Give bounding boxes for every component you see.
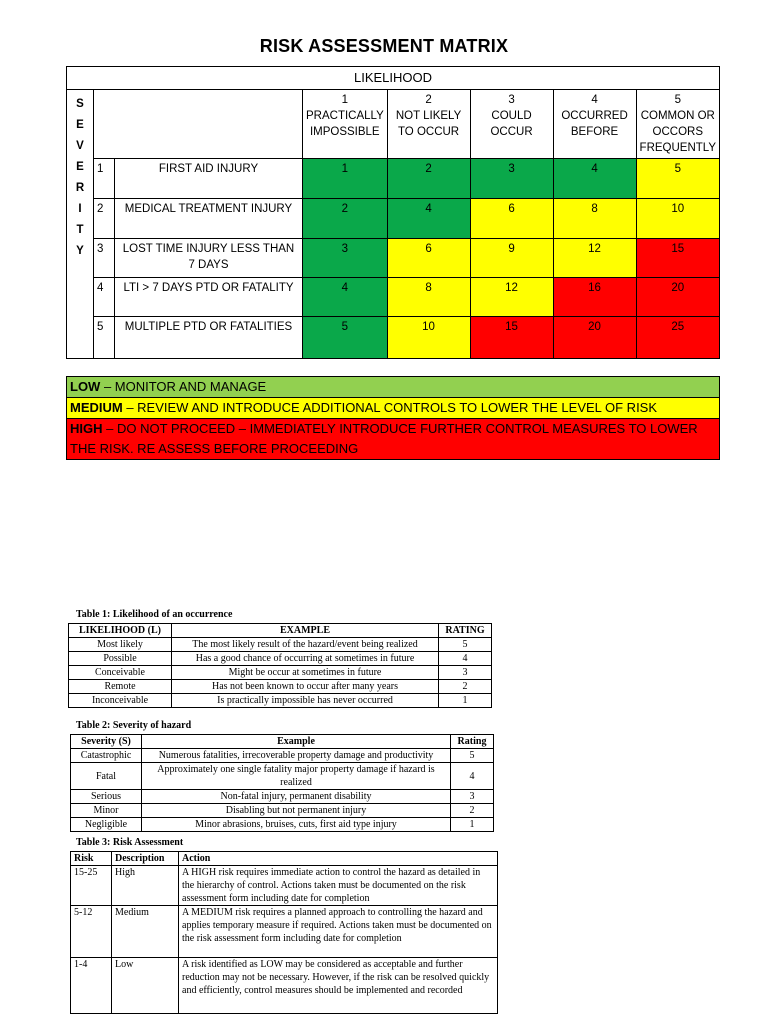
cell: Possible — [69, 652, 172, 666]
matrix-cell: 25 — [636, 317, 719, 359]
legend-medium: MEDIUM – REVIEW AND INTRODUCE ADDITIONAL CONTROLS TO LOWER THE LEVEL OF RISK — [67, 398, 720, 419]
table-row — [69, 638, 492, 652]
matrix-cell: 8 — [387, 278, 470, 317]
matrix-cell: 20 — [553, 317, 636, 359]
table-row — [71, 906, 498, 958]
table1-header: RATING — [439, 624, 492, 638]
matrix-cell: 2 — [387, 159, 470, 199]
document-title: RISK ASSESSMENT MATRIX — [259, 36, 509, 56]
table-row — [71, 790, 494, 804]
matrix-cell: 4 — [387, 199, 470, 239]
table1-header: LIKELIHOOD (L) — [69, 624, 172, 638]
matrix-cell: 2 — [303, 199, 388, 239]
matrix-cell: 10 — [636, 199, 719, 239]
matrix-cell: 16 — [553, 278, 636, 317]
table3 — [70, 851, 498, 1014]
table2-header: Rating — [451, 735, 494, 749]
table-row — [69, 666, 492, 680]
table-row — [71, 958, 498, 1014]
risk-matrix — [66, 66, 720, 359]
matrix-cell: 3 — [303, 239, 388, 278]
cell: A MEDIUM risk requires a planned approach to controlling the hazard and applies temporary measure if required. Actions taken must be documented on the risk assessment form including date for completion — [179, 906, 498, 958]
cell: High — [112, 866, 179, 906]
table3-header: Description — [112, 852, 179, 866]
cell: Minor — [71, 804, 142, 818]
matrix-cell: 15 — [636, 239, 719, 278]
cell: Remote — [69, 680, 172, 694]
severity-num-3: 3 — [94, 239, 115, 278]
cell: 2 — [451, 804, 494, 818]
severity-label-5: MULTIPLE PTD OR FATALITIES — [115, 317, 303, 359]
matrix-cell: 3 — [470, 159, 553, 199]
matrix-cell: 5 — [303, 317, 388, 359]
risk-legend — [66, 376, 720, 460]
cell: 3 — [451, 790, 494, 804]
table1-caption: Table 1: Likelihood of an occurrence — [76, 609, 233, 620]
table-row — [71, 763, 494, 790]
cell: The most likely result of the hazard/event being realized — [172, 638, 439, 652]
severity-label-2: MEDICAL TREATMENT INJURY — [115, 199, 303, 239]
cell: 1 — [439, 694, 492, 708]
cell: Catastrophic — [71, 749, 142, 763]
severity-num-5: 5 — [94, 317, 115, 359]
likelihood-col-1: 1 PRACTICALLY IMPOSSIBLE — [303, 90, 388, 159]
matrix-cell: 20 — [636, 278, 719, 317]
likelihood-col-5: 5 COMMON OR OCCORS FREQUENTLY — [636, 90, 719, 159]
cell: Serious — [71, 790, 142, 804]
cell: Approximately one single fatality major property damage if hazard is realized — [142, 763, 451, 790]
table-row — [69, 680, 492, 694]
severity-num-4: 4 — [94, 278, 115, 317]
table-row — [71, 866, 498, 906]
likelihood-header: LIKELIHOOD — [67, 67, 720, 90]
matrix-cell: 12 — [553, 239, 636, 278]
matrix-corner — [94, 90, 303, 159]
cell: Disabling but not permanent injury — [142, 804, 451, 818]
matrix-cell: 15 — [470, 317, 553, 359]
cell: Most likely — [69, 638, 172, 652]
cell: 2 — [439, 680, 492, 694]
matrix-cell: 12 — [470, 278, 553, 317]
cell: Low — [112, 958, 179, 1014]
cell: 5 — [439, 638, 492, 652]
cell: 4 — [439, 652, 492, 666]
cell: 1-4 — [71, 958, 112, 1014]
matrix-cell: 4 — [303, 278, 388, 317]
table-row — [69, 694, 492, 708]
cell: A risk identified as LOW may be considered as acceptable and further reduction may not be necessary. However, if the risk can be resolved quickly and efficiently, control measures should be implemented and recorded — [179, 958, 498, 1014]
table1 — [68, 623, 492, 708]
likelihood-col-2: 2 NOT LIKELY TO OCCUR — [387, 90, 470, 159]
cell: Medium — [112, 906, 179, 958]
cell: 5-12 — [71, 906, 112, 958]
cell: A HIGH risk requires immediate action to control the hazard as detailed in the hierarchy of control. Actions taken must be documented on the risk assessment form including date for completion — [179, 866, 498, 906]
severity-label: S E V E R I T Y — [67, 90, 94, 359]
severity-label-1: FIRST AID INJURY — [115, 159, 303, 199]
table3-caption: Table 3: Risk Assessment — [76, 837, 184, 848]
table2-caption: Table 2: Severity of hazard — [76, 720, 192, 731]
matrix-cell: 6 — [470, 199, 553, 239]
cell: Has not been known to occur after many years — [172, 680, 439, 694]
severity-label-4: LTI > 7 DAYS PTD OR FATALITY — [115, 278, 303, 317]
table-row — [69, 652, 492, 666]
matrix-cell: 1 — [303, 159, 388, 199]
likelihood-col-4: 4 OCCURRED BEFORE — [553, 90, 636, 159]
table3-header: Risk — [71, 852, 112, 866]
cell: Has a good chance of occurring at sometimes in future — [172, 652, 439, 666]
table1-header: EXAMPLE — [172, 624, 439, 638]
matrix-cell: 6 — [387, 239, 470, 278]
cell: Minor abrasions, bruises, cuts, first aid type injury — [142, 818, 451, 832]
severity-label-3: LOST TIME INJURY LESS THAN 7 DAYS — [115, 239, 303, 278]
matrix-cell: 9 — [470, 239, 553, 278]
table-row — [71, 804, 494, 818]
cell: 3 — [439, 666, 492, 680]
cell: Negligible — [71, 818, 142, 832]
table2 — [70, 734, 494, 832]
table-row — [71, 818, 494, 832]
table-row — [71, 749, 494, 763]
legend-low: LOW – MONITOR AND MANAGE — [67, 377, 720, 398]
matrix-cell: 10 — [387, 317, 470, 359]
severity-num-2: 2 — [94, 199, 115, 239]
likelihood-col-3: 3 COULD OCCUR — [470, 90, 553, 159]
cell: Non-fatal injury, permanent disability — [142, 790, 451, 804]
table2-header: Example — [142, 735, 451, 749]
severity-num-1: 1 — [94, 159, 115, 199]
matrix-cell: 8 — [553, 199, 636, 239]
cell: Fatal — [71, 763, 142, 790]
cell: Is practically impossible has never occurred — [172, 694, 439, 708]
cell: Might be occur at sometimes in future — [172, 666, 439, 680]
matrix-cell: 5 — [636, 159, 719, 199]
matrix-cell: 4 — [553, 159, 636, 199]
cell: 4 — [451, 763, 494, 790]
cell: Numerous fatalities, irrecoverable property damage and productivity — [142, 749, 451, 763]
table2-header: Severity (S) — [71, 735, 142, 749]
table3-header: Action — [179, 852, 498, 866]
cell: Conceivable — [69, 666, 172, 680]
cell: Inconceivable — [69, 694, 172, 708]
legend-high: HIGH – DO NOT PROCEED – IMMEDIATELY INTRODUCE FURTHER CONTROL MEASURES TO LOWER THE RISK. RE ASSESS BEFORE PROCEEDING — [67, 419, 720, 460]
cell: 5 — [451, 749, 494, 763]
cell: 15-25 — [71, 866, 112, 906]
cell: 1 — [451, 818, 494, 832]
